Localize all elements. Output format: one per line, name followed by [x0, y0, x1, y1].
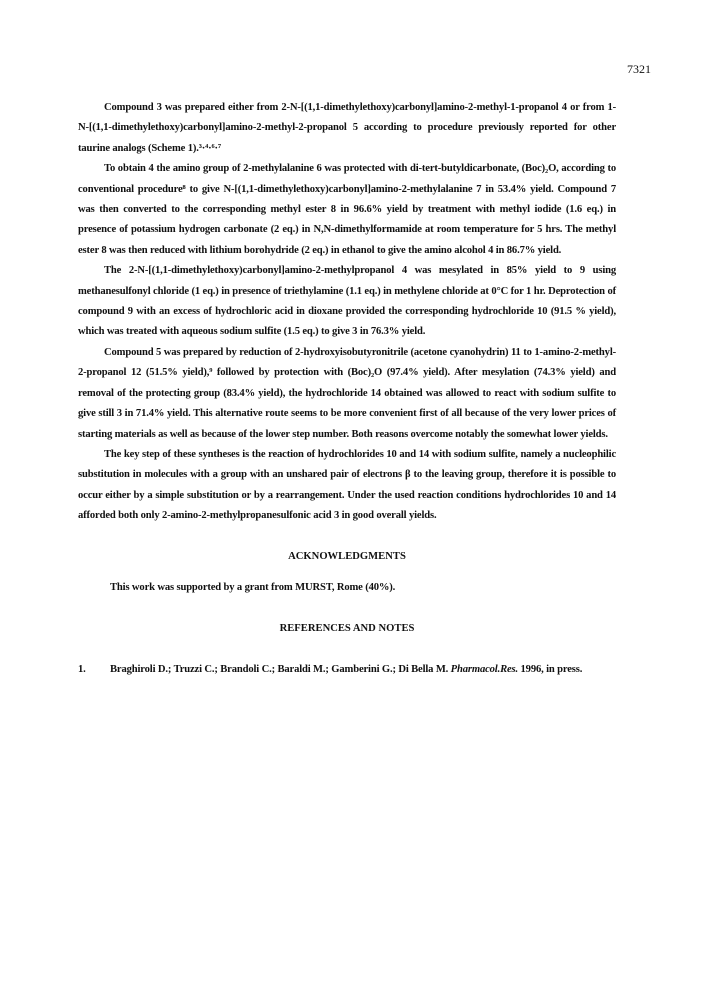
acknowledgments-text: This work was supported by a grant from MURST, Rome (40%).	[110, 581, 396, 593]
reference-item	[78, 660, 616, 680]
article-body	[78, 98, 616, 680]
paragraph: Compound 5 was prepared by reduction of 2-hydroxyisobutyronitrile (acetone cyanohydrin) 11 to 1-amino-2-methyl-2-propanol 12 (51.5% yield),⁹ followed by protection with (Boc)₂O (97.4% yield). After mesylation (74.3% yield) and removal of the protecting group (83.4% yield), the hydrochloride 14 obtained was allowed to react with sodium sulfite to give still 3 in 71.4% yield. This alternative route seems to be more convenient first of all because of the very lower prices of starting materials as well as because of the lower step number. Both reasons overcome notably the somewhat lower yields.	[78, 346, 616, 440]
reference-year: 1996	[518, 663, 542, 675]
paragraph: The key step of these syntheses is the reaction of hydrochlorides 10 and 14 with sodium sulfite, namely a nucleophilic substitution in molecules with a group with an unshared pair of electrons β to the leaving group, therefore it is possible to occur either by a simple substitution or by a rearrangement. Under the used reaction conditions hydrochlorides 10 and 14 afforded both only 2-amino-2-methylpropanesulfonic acid 3 in good overall yields.	[78, 448, 616, 522]
reference-text	[110, 660, 616, 680]
page-number: 7321	[627, 62, 651, 76]
reference-rest: , in press.	[541, 663, 583, 675]
reference-number: 1.	[78, 663, 86, 675]
references-heading: REFERENCES AND NOTES	[279, 622, 415, 634]
reference-journal: Pharmacol.Res.	[450, 663, 519, 675]
reference-authors: Braghiroli D.; Truzzi C.; Brandoli C.; Baraldi M.; Gamberini G.; Di Bella M.	[110, 663, 451, 675]
paragraph: Compound 3 was prepared either from 2-N-[(1,1-dimethylethoxy)carbonyl]amino-2-methyl-1-propanol 4 or from 1-N-[(1,1-dimethylethoxy)carbonyl]amino-2-methyl-2-propanol 5 according to procedure previously reported for other taurine analogs (Scheme 1).³·⁴·⁶·⁷	[78, 102, 616, 154]
reference-list	[78, 660, 616, 680]
acknowledgments-heading: ACKNOWLEDGMENTS	[288, 550, 406, 562]
paragraph: The 2-N-[(1,1-dimethylethoxy)carbonyl]amino-2-methylpropanol 4 was mesylated in 85% yield to 9 using methanesulfonyl chloride (1 eq.) in presence of triethylamine (1.1 eq.) in methylene chloride at 0°C for 1 hr. Deprotection of compound 9 with an excess of hydrochloric acid in dioxane provided the corresponding hydrochloride 10 (91.5 % yield), which was treated with aqueous sodium sulfite (1.5 eq.) to give 3 in 76.3% yield.	[78, 265, 616, 338]
paragraph: To obtain 4 the amino group of 2-methylalanine 6 was protected with di-tert-butyldicarbonate, (Boc)₂O, according to conventional procedure⁸ to give N-[(1,1-dimethylethoxy)carbonyl]amino-2-methylalanine 7 in 53.4% yield. Compound 7 was then converted to the corresponding methyl ester 8 in 96.6% yield by treatment with methyl iodide (1.6 eq.) in presence of potassium hydrogen carbonate (2 eq.) in N,N-dimethylformamide at room temperature for 5 hrs. The methyl ester 8 was then reduced with lithium borohydride (2 eq.) in ethanol to give the amino alcohol 4 in 86.7% yield.	[78, 163, 616, 256]
